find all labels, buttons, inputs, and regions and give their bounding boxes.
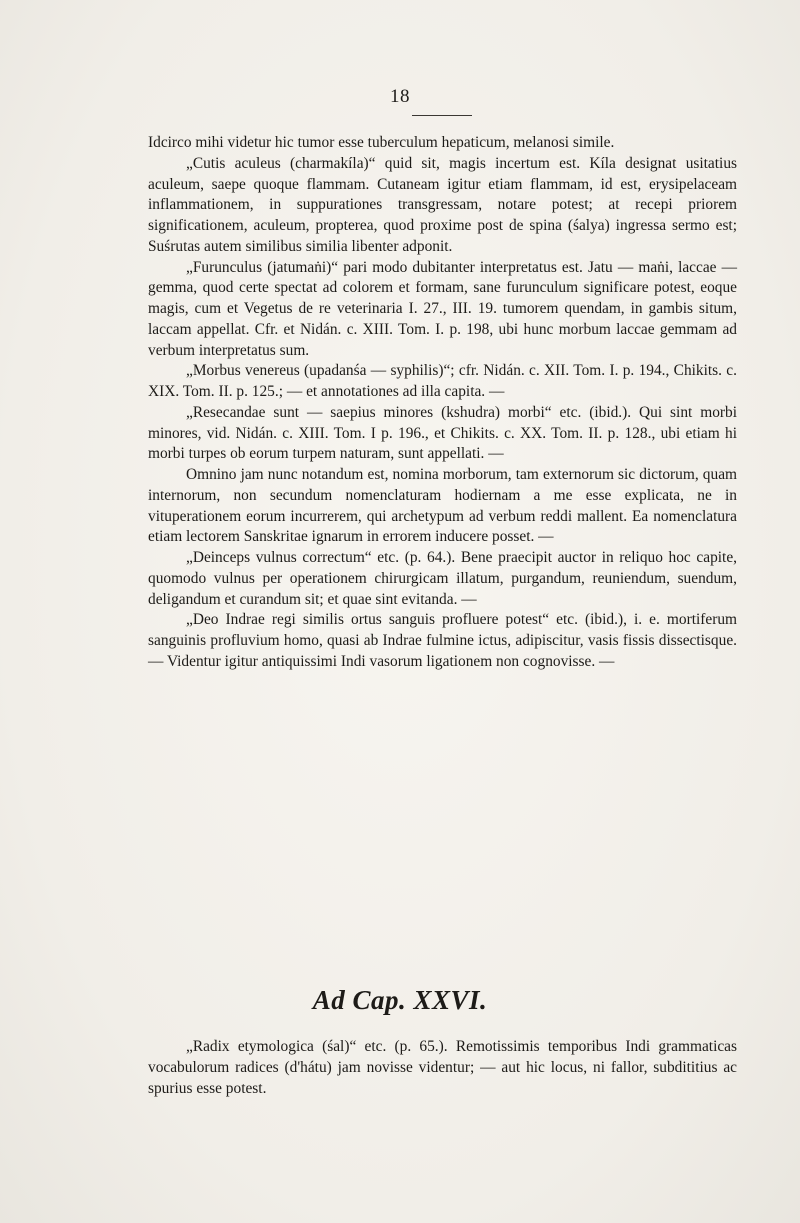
page-number: 18 xyxy=(390,86,410,107)
paragraph: Idcirco mihi videtur hic tumor esse tuberculum hepaticum, melanosi simile. xyxy=(148,134,615,151)
paragraph: „Morbus venereus (upadanśa — syphilis)“; cfr. Nidán. c. XII. Tom. I. p. 194., Chikits. c. XIX. Tom. II. p. 125.; — et annotationes ad illa capita. — xyxy=(148,362,737,400)
paragraph: „Furunculus (jatumaṅi)“ pari modo dubitanter interpretatus est. Jatu — maṅi, laccae — gemma, quod certe spectat ad colorem et formam, sane furunculum significare potest, eoque magis, cum et Vegetus de re veterinaria I. 27., III. 19. tumorem quendam, in gambis situm, laccam appellat. Cfr. et Nidán. c. XIII. Tom. I. p. 198, ubi hunc morbum laccae gemmam ad verbum interpretatus sum. xyxy=(148,258,737,359)
paragraph: „Radix etymologica (śal)“ etc. (p. 65.). Remotissimis temporibus Indi grammaticas vocabulorum radices (d'hátu) jam novisse videntur; — aut hic locus, ni fallor, subdititius ac spurius esse potest. xyxy=(148,1038,737,1097)
body-text xyxy=(148,133,737,673)
paragraph: „Cutis aculeus (charmakíla)“ quid sit, magis incertum est. Kíla designat usitatius aculeum, saepe quoque flammam. Cutaneam igitur etiam flammam, id est, erysipelaceam inflammationem, in suppurationes transgressam, notare potest; at recepi priorem significationem, aculeum, propterea, quod proxime post de spina (śalya) ingressa sermo est; Suśrutas autem similibus similia libenter adponit. xyxy=(148,154,737,255)
page-number-rule xyxy=(412,115,472,116)
paragraph: „Deo Indrae regi similis ortus sanguis profluere potest“ etc. (ibid.), i. e. mortiferum sanguinis profluvium homo, quasi ab Indrae fulmine ictus, adipiscitur, vasis fissis dissectisque. — Videntur igitur antiquissimi Indi vasorum ligationem non cognovisse. — xyxy=(148,611,737,670)
paragraph: „Deinceps vulnus correctum“ etc. (p. 64.). Bene praecipit auctor in reliquo hoc capite, quomodo vulnus per operationem chirurgicam illatum, purgandum, reuniendum, suendum, deligandum et curandum sit; et quae sint evitanda. — xyxy=(148,549,737,608)
section-body-text xyxy=(148,1037,737,1099)
paragraph: Omnino jam nunc notandum est, nomina morborum, tam externorum sic dictorum, quam internorum, non secundum nomenclaturam hodiernam a me esse explicata, ne in vituperationem eorum incurrerem, qui archetypum ad verbum reddi mallent. Ea nomenclatura etiam lectorem Sanskritae ignarum in errorem inducere posset. — xyxy=(148,466,737,546)
section-heading: Ad Cap. XXVI. xyxy=(312,985,488,1015)
paragraph: „Resecandae sunt — saepius minores (kshudra) morbi“ etc. (ibid.). Qui sint morbi minores, vid. Nidán. c. XIII. Tom. I p. 196., et Chikits. c. XX. Tom. II. p. 128., ubi etiam hi morbi turpes ob eorum turpem naturam, sunt appellati. — xyxy=(148,403,737,463)
